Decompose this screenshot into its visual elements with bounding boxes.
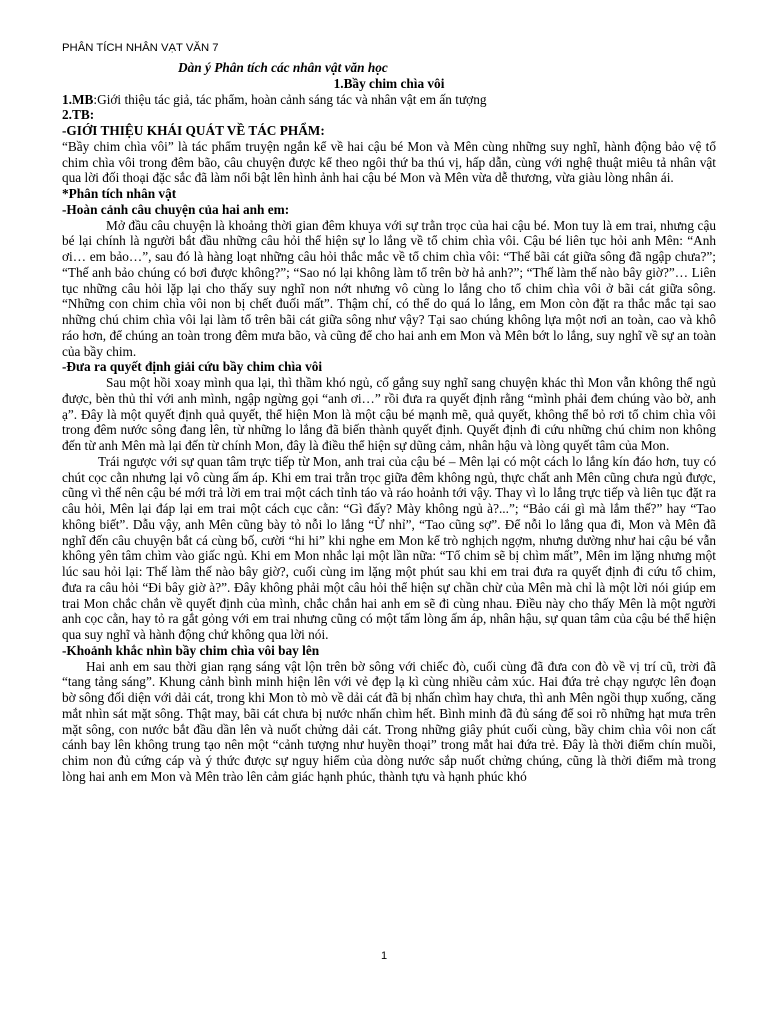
document-title: 1.Bầy chim chìa vôi (333, 75, 445, 91)
mb-label: 1.MB (62, 91, 94, 107)
sub1-paragraph: Mở đầu câu chuyện là khoảng thời gian đêm khuya với sự trằn trọc của hai cậu bé. Mon tuy là em trai, nhưng cậu bé lại chính là người bắt đầu những câu hỏi thể hiện sự lo lắng về tổ chim chìa vôi. Cậu bé liên tục hỏi anh Mên: “Anh ơi… em bảo…”, sau đó là hàng loạt những câu hỏi thắc mắc về tổ chim chìa vôi: “Thế bãi cát giữa sông đã ngập chưa?”; “Thế anh bảo chúng có bơi được không?”; “Sao nó lại không làm tổ trên bờ hả anh?”; “Thế làm thế nào bây giờ?”… Liên tục những câu hỏi lặp lại cho thấy suy nghĩ non nớt nhưng vô cùng lo lắng cho tổ chim chìa vôi ở bãi cát giữa sông. “Những con chim chìa vôi non bị chết đuối mất”. Thậm chí, có thể do quá lo lắng, em Mon còn đặt ra thắc mắc tại sao những chú chim chìa vôi lại làm tổ trên bãi cát giữa sông như vậy? Tại sao chúng không lựa một nơi an toàn, cao và khô ráo hơn, để chúng an toàn trong đêm mưa bão, và cũng để cho hai anh em Mon và Mên bớt lo lắng, suy nghĩ về sự an toàn của bầy chim. (62, 217, 716, 359)
intro-paragraph: “Bầy chim chìa vôi” là tác phẩm truyện ngắn kể về hai cậu bé Mon và Mên cùng những suy nghĩ, hành động bảo vệ tổ chim chìa vôi trong đêm bão, câu chuyện được kể theo ngôi thứ ba thú vị, hấp dẫn, cùng với nghệ thuật miêu tả nhân vật qua lời đối thoại đặc sắc đã làm nổi bật lên hình ảnh hai cậu bé Mon và Mên vừa dễ thương, vừa giàu lòng nhân ái. (62, 138, 716, 186)
page-header: PHÂN TÍCH NHÂN VẠT VĂN 7 (62, 42, 219, 54)
sub3-paragraph: Hai anh em sau thời gian rạng sáng vật lộn trên bờ sông với chiếc đò, cuối cùng đã đưa con đò về vị trí cũ, trời đã “tang tảng sáng”. Khung cảnh bình minh hiện lên với vẻ đẹp lạ kì cùng nhiều cảm xúc. Hai đứa trẻ chạy ngược lên đoạn bờ sông đối diện với dải cát, trong khi Mon tò mò về dải cát đã bị nhấn chìm hay chưa, thì anh Mên ngồi thụp xuống, căng mắt nhìn sát mặt sông. Thật may, bãi cát chưa bị nước nhấn chìm hết. Bình minh đã đủ sáng để soi rõ những hạt mưa trên mặt sông, con nước bắt đầu dần lên và nuốt chửng dải cát. Trong những giây phút cuối cùng, bầy chim chìa vôi non cất cánh bay lên không trung tạo nên một “cảnh tượng như huyền thoại” trong mắt hai đứa trẻ. Đây là thời điểm chín muồi, chim non đủ cứng cáp và ý thức được sự nguy hiểm của dòng nước sắp nuốt chửng chúng, cũng là thời điểm mà trong lòng hai anh em Mon và Mên trào lên cảm giác hạnh phúc, thành tựu và hạnh phúc khó (62, 658, 716, 784)
page-number: 1 (380, 950, 388, 962)
tb-label: 2.TB: (62, 107, 95, 123)
sub3-heading: -Khoảnh khắc nhìn bầy chim chìa vôi bay lên (62, 642, 320, 658)
sub2-paragraph-2: Trái ngược với sự quan tâm trực tiếp từ Mon, anh trai của cậu bé – Mên lại có một cách lo lắng kín đáo hơn, tuy có chút cọc cằn nhưng lại vô cùng ấm áp. Khi em trai trằn trọc giữa đêm không ngủ, thực chất anh Mên cũng chưa ngủ được, cũng vì thế nên cậu bé mới trả lời em trai một cách tỉnh táo và ráo hoảnh tới vậy. Thay vì lo lắng trực tiếp và liên tục đặt ra câu hỏi, Mên lại đáp lại em trai một cách cục cằn: “Gì đấy? Mày không ngủ à?...”; “Bảo cái gì mà lắm thế?” hay “Tao không biết”. Dẫu vậy, anh Mên cũng bày tỏ nỗi lo lắng “Ừ nhỉ”, “Tao cũng sợ”. Để nỗi lo lắng qua đi, Mon và Mên đã nghĩ đến câu chuyện bắt cá cùng bố, cười “hi hi” khi nghe em Mon kể trò nghịch ngợm, nhưng dường như hai cậu bé vẫn không yên tâm chìm vào giấc ngủ. Khi em Mon nhắc lại một lần nữa: “Tổ chim sẽ bị chìm mất”, Mên im lặng nhưng một lúc sau hỏi lại: Thế làm thế nào bây giờ?, cuối cùng im lặng một phút sau khi em trai đưa ra quyết định đi cứu tổ chim, đưa ra câu hỏi “Đi bây giờ à?”. Đây không phải một câu hỏi thể hiện sự chần chừ của Mên mà chỉ là một lời nói giúp em trai Mon chắc chắn về quyết định của mình, chắc chắn hai anh em sẽ đi cùng nhau. Điều này cho thấy Mên là một người anh cọc cằn, hay tỏ ra gắt gỏng với em trai nhưng cũng có một tấm lòng ấm áp, nhân hậu, sự quan tâm của cậu bé thể hiện qua suy nghĩ và hành động chứ không qua lời nói. (62, 453, 716, 642)
sub1-heading: -Hoàn cảnh câu chuyện của hai anh em: (62, 201, 290, 217)
sub2-heading: -Đưa ra quyết định giải cứu bầy chim chìa vôi (62, 359, 323, 375)
intro-heading: -GIỚI THIỆU KHÁI QUÁT VỀ TÁC PHẨM: (62, 123, 325, 138)
mb-line (62, 92, 716, 108)
analysis-heading: *Phân tích nhân vật (62, 186, 177, 201)
document-subtitle: Dàn ý Phân tích các nhân vật văn học (178, 60, 388, 75)
sub2-paragraph-1: Sau một hồi xoay mình qua lại, thì thầm khó ngủ, cố gắng suy nghĩ sang chuyện khác thì Mon vẫn không thể ngủ được, bèn thủ thỉ với anh mình, ngập ngừng gọi “anh ơi…” rồi đưa ra quyết định rằng “mình phải đem chúng vào bờ, anh ạ”. Đây là một quyết định quả quyết, thể hiện Mon là một cậu bé mạnh mẽ, quả quyết, không thể bỏ rơi tổ chim chìa vôi trong đêm nước sông đang lên, từ những lo lắng đã biến thành quyết định. Quyết định đi cứu những chú chim non không đến từ anh Mên mà lại đến từ chính Mon, đây là điều thể hiện sự dũng cảm, nhân hậu và lòng quyết tâm của Mon. (62, 375, 716, 453)
mb-text: :Giới thiệu tác giả, tác phẩm, hoàn cảnh sáng tác và nhân vật em ấn tượng (93, 91, 487, 107)
